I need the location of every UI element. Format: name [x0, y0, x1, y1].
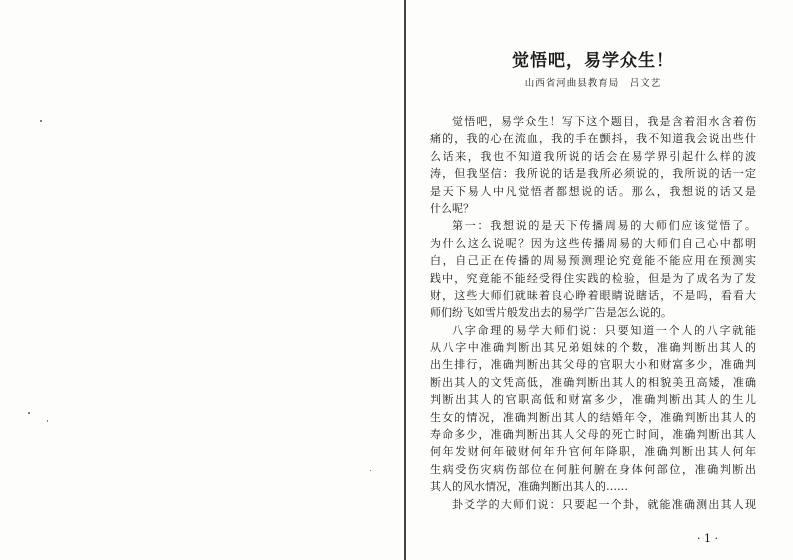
page-number: · 1 ·	[697, 532, 718, 545]
body-text-line: 生女的情况，准确判断出其人的结婚年令，准确判断出其人的	[430, 410, 756, 424]
body-text-line: 觉悟吧，易学众生！写下这个题目，我是含着泪水含着伤	[452, 115, 756, 128]
body-text-line: 卦爻学的大师们说：只要起一个卦，就能准确测出其人现	[452, 497, 756, 511]
body-text-line: 八字命理的易学大师们说：只要知道一个人的八字就能	[452, 323, 756, 337]
body-text-line: 寿命多少，准确判断出其人父母的死亡时间，准确判断出其人	[430, 428, 756, 442]
scan-speck	[47, 420, 48, 422]
body-text-line: 其人的风水情况，准确判断出其人的……	[430, 480, 628, 494]
scan-speck	[40, 120, 42, 122]
body-text-line: 出生排行，准确判断出其父母的官职大小和财富多少，准确判	[430, 358, 756, 372]
body-text-line: 什么呢？	[430, 201, 474, 215]
body-text-line: 从八字中准确判断出其兄弟姐妹的个数，准确判断出其人的	[430, 341, 756, 355]
body-text-line: 践中，究竟能不能经受得住实践的检验，但是为了成名为了发	[430, 271, 756, 285]
body-text-line: 涛，但我坚信：我所说的话是我所必须说的，我所说的话一定	[430, 167, 756, 181]
body-text-line: 痛的，我的心在流血，我的手在颤抖，我不知道我会说出些什	[430, 132, 756, 146]
body-text-line: 何年发财何年破财何年升官何年降职，准确判断出其人何年	[430, 445, 756, 459]
body-text-line: 判断出其人的官职高低和财富多少，准确判断出其人的生儿	[430, 393, 756, 407]
body-text-line: 生病受伤灾病伤部位在何脏何腑在身体何部位，准确判断出	[430, 462, 756, 476]
scan-speck	[28, 412, 30, 414]
body-text-line: 第一：我想说的是天下传播周易的大师们应该觉悟了。	[452, 219, 756, 233]
body-text-line: 是天下易人中凡觉悟者都想说的话。那么，我想说的话又是	[430, 184, 756, 198]
scan-speck	[370, 470, 371, 471]
article-body	[430, 113, 756, 513]
body-text-line: 白，自己正在传播的周易预测理论究竟能不能应用在预测实	[430, 254, 756, 268]
right-page-content	[430, 38, 756, 513]
body-text-line: 师们纷飞如雪片般发出去的易学广告是怎么说的。	[430, 306, 672, 320]
body-text-line: 断出其人的文凭高低，准确判断出其人的相貌美丑高矮，准确	[430, 375, 756, 389]
body-text-line: 么话来，我也不知道我所说的话会在易学界引起什么样的波	[430, 149, 756, 163]
article-title: 觉悟吧，易学众生！	[512, 51, 674, 71]
body-text-line: 为什么这么说呢？因为这些传播周易的大师们自己心中都明	[430, 236, 756, 250]
body-text-line: 财，这些大师们就昧着良心睁着眼睛说瞎话，不是吗，看看大	[430, 288, 756, 302]
author-line: 山西省河曲县教育局 吕文艺	[524, 78, 662, 89]
book-spine	[404, 0, 406, 560]
